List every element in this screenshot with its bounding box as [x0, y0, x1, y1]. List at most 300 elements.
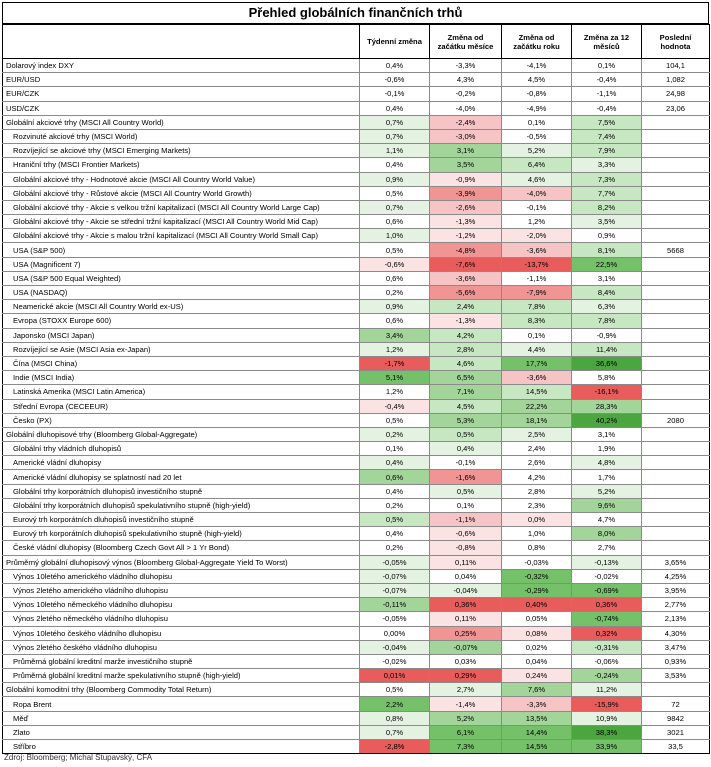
value-cell: 0,8%: [502, 541, 572, 555]
row-label: Globální komoditní trhy (Bloomberg Commodity Total Return): [3, 683, 360, 697]
value-cell: 4,6%: [430, 356, 502, 370]
value-cell: -1,3%: [430, 215, 502, 229]
value-cell: -0,29%: [502, 583, 572, 597]
value-cell: -0,06%: [572, 654, 642, 668]
table-row: [3, 683, 710, 697]
value-cell: 3,1%: [430, 144, 502, 158]
value-cell: -3,6%: [502, 243, 572, 257]
table-row: [3, 640, 710, 654]
table-row: [3, 598, 710, 612]
row-label: USA (Magnificent 7): [3, 257, 360, 271]
value-cell: -0,04%: [360, 640, 430, 654]
value-cell: 3,5%: [572, 215, 642, 229]
last-value-cell: [642, 541, 710, 555]
row-label: Japonsko (MSCI Japan): [3, 328, 360, 342]
row-label: Globální trhy korporátních dluhopisů spekulativního stupně (high-yield): [3, 498, 360, 512]
row-label: Globální trhy vládních dluhopisů: [3, 442, 360, 456]
value-cell: 0,1%: [572, 59, 642, 73]
value-cell: 0,4%: [430, 442, 502, 456]
last-value-cell: 0,93%: [642, 654, 710, 668]
table-row: [3, 356, 710, 370]
value-cell: 0,04%: [502, 654, 572, 668]
last-value-cell: [642, 342, 710, 356]
value-cell: 0,40%: [502, 598, 572, 612]
header-row: [3, 25, 710, 59]
row-label: Indie (MSCI India): [3, 371, 360, 385]
last-value-cell: [642, 257, 710, 271]
value-cell: 2,8%: [430, 342, 502, 356]
value-cell: 4,5%: [502, 73, 572, 87]
value-cell: 5,8%: [572, 371, 642, 385]
value-cell: 9,6%: [572, 498, 642, 512]
row-label: Rozvíjející se Asie (MSCI Asia ex-Japan): [3, 342, 360, 356]
value-cell: 7,5%: [572, 115, 642, 129]
table-row: [3, 371, 710, 385]
value-cell: 0,5%: [360, 243, 430, 257]
header-last-value: Poslední hodnota: [642, 25, 710, 59]
row-label: Globální akciové trhy - Růstové akcie (MSCI All Country World Growth): [3, 186, 360, 200]
value-cell: 11,4%: [572, 342, 642, 356]
value-cell: 0,00%: [360, 626, 430, 640]
value-cell: 0,2%: [360, 286, 430, 300]
table-row: [3, 328, 710, 342]
table-row: [3, 115, 710, 129]
value-cell: -0,5%: [502, 129, 572, 143]
value-cell: 0,11%: [430, 612, 502, 626]
value-cell: -0,07%: [430, 640, 502, 654]
last-value-cell: [642, 484, 710, 498]
value-cell: 0,02%: [502, 640, 572, 654]
table-row: [3, 456, 710, 470]
table-row: [3, 101, 710, 115]
value-cell: -0,8%: [430, 541, 502, 555]
last-value-cell: [642, 158, 710, 172]
value-cell: 5,2%: [430, 711, 502, 725]
table-row: [3, 243, 710, 257]
value-cell: 0,4%: [360, 59, 430, 73]
row-label: Výnos 2letého německého vládního dluhopisu: [3, 612, 360, 626]
last-value-cell: 72: [642, 697, 710, 711]
value-cell: 6,5%: [430, 371, 502, 385]
value-cell: 0,9%: [360, 172, 430, 186]
value-cell: 8,4%: [572, 286, 642, 300]
row-label: Průměrná globální kreditní marže spekulativního stupně (high-yield): [3, 669, 360, 683]
table-row: [3, 158, 710, 172]
source-note: Zdroj: Bloomberg; Michal Stupavský, CFA: [4, 753, 153, 762]
last-value-cell: [642, 527, 710, 541]
row-label: Rozvíjející se akciové trhy (MSCI Emerging Markets): [3, 144, 360, 158]
value-cell: 13,5%: [502, 711, 572, 725]
value-cell: 2,5%: [502, 427, 572, 441]
table-row: [3, 59, 710, 73]
value-cell: 5,3%: [430, 413, 502, 427]
value-cell: 1,0%: [502, 527, 572, 541]
market-overview: [2, 2, 709, 754]
value-cell: 0,6%: [360, 470, 430, 484]
value-cell: -15,9%: [572, 697, 642, 711]
value-cell: 0,04%: [430, 569, 502, 583]
value-cell: 0,2%: [360, 427, 430, 441]
value-cell: 3,5%: [430, 158, 502, 172]
last-value-cell: 2,13%: [642, 612, 710, 626]
table-row: [3, 385, 710, 399]
value-cell: 5,2%: [572, 484, 642, 498]
value-cell: -0,9%: [430, 172, 502, 186]
value-cell: 8,3%: [502, 314, 572, 328]
value-cell: 7,7%: [572, 186, 642, 200]
table-row: [3, 740, 710, 754]
value-cell: -1,1%: [430, 513, 502, 527]
value-cell: -5,6%: [430, 286, 502, 300]
value-cell: 22,5%: [572, 257, 642, 271]
value-cell: -1,7%: [360, 356, 430, 370]
table-row: [3, 555, 710, 569]
value-cell: 0,8%: [360, 711, 430, 725]
last-value-cell: [642, 115, 710, 129]
table-row: [3, 513, 710, 527]
table-row: [3, 215, 710, 229]
value-cell: 1,2%: [360, 385, 430, 399]
value-cell: 4,7%: [572, 513, 642, 527]
value-cell: -0,02%: [572, 569, 642, 583]
value-cell: 4,2%: [502, 470, 572, 484]
value-cell: 28,3%: [572, 399, 642, 413]
value-cell: 0,4%: [360, 527, 430, 541]
row-label: Čína (MSCI China): [3, 356, 360, 370]
header-mtd: Změna od začátku měsíce: [430, 25, 502, 59]
value-cell: 0,5%: [430, 427, 502, 441]
row-label: Dolarový index DXY: [3, 59, 360, 73]
header-weekly: Týdenní změna: [360, 25, 430, 59]
value-cell: 2,2%: [360, 697, 430, 711]
table-row: [3, 498, 710, 512]
value-cell: -0,03%: [502, 555, 572, 569]
value-cell: 7,8%: [502, 300, 572, 314]
value-cell: 0,05%: [502, 612, 572, 626]
header-12m: Změna za 12 měsíců: [572, 25, 642, 59]
table-row: [3, 654, 710, 668]
last-value-cell: [642, 470, 710, 484]
table-row: [3, 314, 710, 328]
value-cell: -0,6%: [360, 257, 430, 271]
last-value-cell: 24,98: [642, 87, 710, 101]
row-label: Globální akciové trhy - Akcie se střední tržní kapitalizací (MSCI All Country World Mid Cap): [3, 215, 360, 229]
row-label: Stříbro: [3, 740, 360, 754]
last-value-cell: [642, 200, 710, 214]
last-value-cell: 3,53%: [642, 669, 710, 683]
value-cell: 2,3%: [502, 498, 572, 512]
value-cell: -1,1%: [572, 87, 642, 101]
value-cell: 0,03%: [430, 654, 502, 668]
row-label: Evropa (STOXX Europe 600): [3, 314, 360, 328]
row-label: Výnos 10letého německého vládního dluhopisu: [3, 598, 360, 612]
row-label: Eurový trh korporátních dluhopisů spekulativního stupně (high-yield): [3, 527, 360, 541]
value-cell: 4,5%: [430, 399, 502, 413]
value-cell: -0,02%: [360, 654, 430, 668]
row-label: Výnos 2letého českého vládního dluhopisu: [3, 640, 360, 654]
value-cell: 0,1%: [430, 498, 502, 512]
value-cell: 1,2%: [502, 215, 572, 229]
table-row: [3, 172, 710, 186]
last-value-cell: [642, 144, 710, 158]
table-row: [3, 413, 710, 427]
value-cell: 0,4%: [360, 484, 430, 498]
value-cell: 4,8%: [572, 456, 642, 470]
value-cell: -4,8%: [430, 243, 502, 257]
value-cell: 0,4%: [360, 101, 430, 115]
value-cell: 5,1%: [360, 371, 430, 385]
value-cell: 0,1%: [502, 115, 572, 129]
value-cell: -0,4%: [360, 399, 430, 413]
value-cell: -2,6%: [430, 200, 502, 214]
row-label: Eurový trh korporátních dluhopisů investičního stupně: [3, 513, 360, 527]
value-cell: 14,5%: [502, 740, 572, 754]
value-cell: 7,9%: [572, 144, 642, 158]
last-value-cell: [642, 229, 710, 243]
last-value-cell: 104,1: [642, 59, 710, 73]
value-cell: 7,3%: [430, 740, 502, 754]
value-cell: 0,9%: [572, 229, 642, 243]
value-cell: 2,7%: [572, 541, 642, 555]
table-row: [3, 711, 710, 725]
value-cell: -0,4%: [572, 101, 642, 115]
value-cell: -1,1%: [502, 271, 572, 285]
value-cell: 0,6%: [360, 215, 430, 229]
value-cell: 14,5%: [502, 385, 572, 399]
value-cell: -7,9%: [502, 286, 572, 300]
row-label: Česko (PX): [3, 413, 360, 427]
table-row: [3, 200, 710, 214]
value-cell: 14,4%: [502, 725, 572, 739]
value-cell: 10,9%: [572, 711, 642, 725]
row-label: Ropa Brent: [3, 697, 360, 711]
value-cell: 11,2%: [572, 683, 642, 697]
row-label: Globální akciové trhy (MSCI All Country World): [3, 115, 360, 129]
value-cell: 8,0%: [572, 527, 642, 541]
value-cell: -3,3%: [502, 697, 572, 711]
table-row: [3, 286, 710, 300]
value-cell: 6,1%: [430, 725, 502, 739]
value-cell: 17,7%: [502, 356, 572, 370]
value-cell: 0,36%: [572, 598, 642, 612]
last-value-cell: 3,47%: [642, 640, 710, 654]
value-cell: -4,1%: [502, 59, 572, 73]
value-cell: -4,9%: [502, 101, 572, 115]
value-cell: 33,9%: [572, 740, 642, 754]
value-cell: 7,3%: [572, 172, 642, 186]
value-cell: 0,4%: [360, 158, 430, 172]
value-cell: -16,1%: [572, 385, 642, 399]
last-value-cell: 4,25%: [642, 569, 710, 583]
table-row: [3, 541, 710, 555]
table-row: [3, 87, 710, 101]
value-cell: 1,2%: [360, 342, 430, 356]
market-table: [2, 24, 710, 754]
value-cell: 1,0%: [360, 229, 430, 243]
table-row: [3, 669, 710, 683]
value-cell: 0,7%: [360, 200, 430, 214]
value-cell: 3,4%: [360, 328, 430, 342]
last-value-cell: [642, 286, 710, 300]
table-row: [3, 569, 710, 583]
header-name: [3, 25, 360, 59]
table-row: [3, 257, 710, 271]
value-cell: -0,2%: [430, 87, 502, 101]
table-row: [3, 442, 710, 456]
value-cell: 0,0%: [502, 513, 572, 527]
value-cell: 3,3%: [572, 158, 642, 172]
value-cell: -1,4%: [430, 697, 502, 711]
last-value-cell: [642, 271, 710, 285]
value-cell: 0,29%: [430, 669, 502, 683]
last-value-cell: 2,77%: [642, 598, 710, 612]
row-label: EUR/CZK: [3, 87, 360, 101]
last-value-cell: 3,65%: [642, 555, 710, 569]
value-cell: -0,07%: [360, 569, 430, 583]
value-cell: 6,3%: [572, 300, 642, 314]
value-cell: -2,0%: [502, 229, 572, 243]
value-cell: 4,4%: [502, 342, 572, 356]
row-label: Globální trhy korporátních dluhopisů investičního stupně: [3, 484, 360, 498]
value-cell: -2,4%: [430, 115, 502, 129]
value-cell: 5,2%: [502, 144, 572, 158]
value-cell: 2,7%: [430, 683, 502, 697]
value-cell: -0,4%: [572, 73, 642, 87]
value-cell: -0,04%: [430, 583, 502, 597]
value-cell: 4,3%: [430, 73, 502, 87]
value-cell: -0,8%: [502, 87, 572, 101]
row-label: Rozvinuté akciové trhy (MSCI World): [3, 129, 360, 143]
value-cell: 0,4%: [360, 456, 430, 470]
last-value-cell: [642, 371, 710, 385]
value-cell: 7,4%: [572, 129, 642, 143]
last-value-cell: [642, 215, 710, 229]
last-value-cell: [642, 456, 710, 470]
row-label: Hraniční trhy (MSCI Frontier Markets): [3, 158, 360, 172]
last-value-cell: 33,5: [642, 740, 710, 754]
row-label: EUR/USD: [3, 73, 360, 87]
value-cell: -7,6%: [430, 257, 502, 271]
value-cell: 7,8%: [572, 314, 642, 328]
last-value-cell: [642, 328, 710, 342]
last-value-cell: [642, 385, 710, 399]
value-cell: 0,5%: [360, 513, 430, 527]
value-cell: 36,6%: [572, 356, 642, 370]
last-value-cell: [642, 399, 710, 413]
value-cell: -0,11%: [360, 598, 430, 612]
table-row: [3, 73, 710, 87]
row-label: Výnos 10letého amerického vládního dluhopisu: [3, 569, 360, 583]
row-label: Globální akciové trhy - Akcie s velkou tržní kapitalizací (MSCI All Country World Large Cap): [3, 200, 360, 214]
row-label: Výnos 10letého českého vládního dluhopisu: [3, 626, 360, 640]
value-cell: 0,1%: [502, 328, 572, 342]
table-row: [3, 129, 710, 143]
value-cell: 0,08%: [502, 626, 572, 640]
table-row: [3, 271, 710, 285]
value-cell: 40,2%: [572, 413, 642, 427]
value-cell: -0,05%: [360, 612, 430, 626]
value-cell: 22,2%: [502, 399, 572, 413]
value-cell: 0,5%: [360, 186, 430, 200]
value-cell: 0,01%: [360, 669, 430, 683]
table-row: [3, 527, 710, 541]
value-cell: 0,7%: [360, 115, 430, 129]
table-row: [3, 583, 710, 597]
table-row: [3, 612, 710, 626]
value-cell: 1,9%: [572, 442, 642, 456]
value-cell: -2,8%: [360, 740, 430, 754]
last-value-cell: [642, 513, 710, 527]
table-row: [3, 300, 710, 314]
last-value-cell: [642, 300, 710, 314]
table-row: [3, 342, 710, 356]
value-cell: -0,9%: [572, 328, 642, 342]
table-row: [3, 626, 710, 640]
row-label: Americké vládní dluhopisy: [3, 456, 360, 470]
value-cell: 4,2%: [430, 328, 502, 342]
value-cell: -0,07%: [360, 583, 430, 597]
value-cell: -3,0%: [430, 129, 502, 143]
value-cell: -0,05%: [360, 555, 430, 569]
page-title: Přehled globálních finančních trhů: [2, 2, 709, 24]
last-value-cell: [642, 427, 710, 441]
value-cell: 2,6%: [502, 456, 572, 470]
value-cell: 3,1%: [572, 427, 642, 441]
row-label: USA (S&P 500 Equal Weighted): [3, 271, 360, 285]
last-value-cell: 3,95%: [642, 583, 710, 597]
value-cell: -0,74%: [572, 612, 642, 626]
value-cell: -13,7%: [502, 257, 572, 271]
value-cell: 0,9%: [360, 300, 430, 314]
value-cell: 0,6%: [360, 271, 430, 285]
value-cell: 0,7%: [360, 725, 430, 739]
value-cell: 7,6%: [502, 683, 572, 697]
row-label: Průměrný globální dluhopisový výnos (Bloomberg Global-Aggregate Yield To Worst): [3, 555, 360, 569]
table-row: [3, 229, 710, 243]
value-cell: -1,6%: [430, 470, 502, 484]
value-cell: 8,1%: [572, 243, 642, 257]
value-cell: -0,6%: [360, 73, 430, 87]
last-value-cell: 1,082: [642, 73, 710, 87]
row-label: Latinská Amerika (MSCI Latin America): [3, 385, 360, 399]
row-label: Zlato: [3, 725, 360, 739]
value-cell: 0,1%: [360, 442, 430, 456]
last-value-cell: [642, 314, 710, 328]
value-cell: -3,9%: [430, 186, 502, 200]
value-cell: -3,6%: [502, 371, 572, 385]
value-cell: 0,24%: [502, 669, 572, 683]
value-cell: 0,2%: [360, 541, 430, 555]
last-value-cell: [642, 129, 710, 143]
value-cell: 8,2%: [572, 200, 642, 214]
value-cell: 1,7%: [572, 470, 642, 484]
value-cell: -0,1%: [360, 87, 430, 101]
table-body: [3, 59, 710, 754]
value-cell: -0,6%: [430, 527, 502, 541]
row-label: Výnos 2letého amerického vládního dluhopisu: [3, 583, 360, 597]
last-value-cell: [642, 498, 710, 512]
value-cell: 0,5%: [430, 484, 502, 498]
value-cell: -0,32%: [502, 569, 572, 583]
last-value-cell: [642, 442, 710, 456]
row-label: Neamerické akcie (MSCI All Country World ex-US): [3, 300, 360, 314]
table-row: [3, 144, 710, 158]
table-row: [3, 470, 710, 484]
row-label: Průměrná globální kreditní marže investičního stupně: [3, 654, 360, 668]
last-value-cell: 4,30%: [642, 626, 710, 640]
value-cell: 7,1%: [430, 385, 502, 399]
value-cell: -0,24%: [572, 669, 642, 683]
